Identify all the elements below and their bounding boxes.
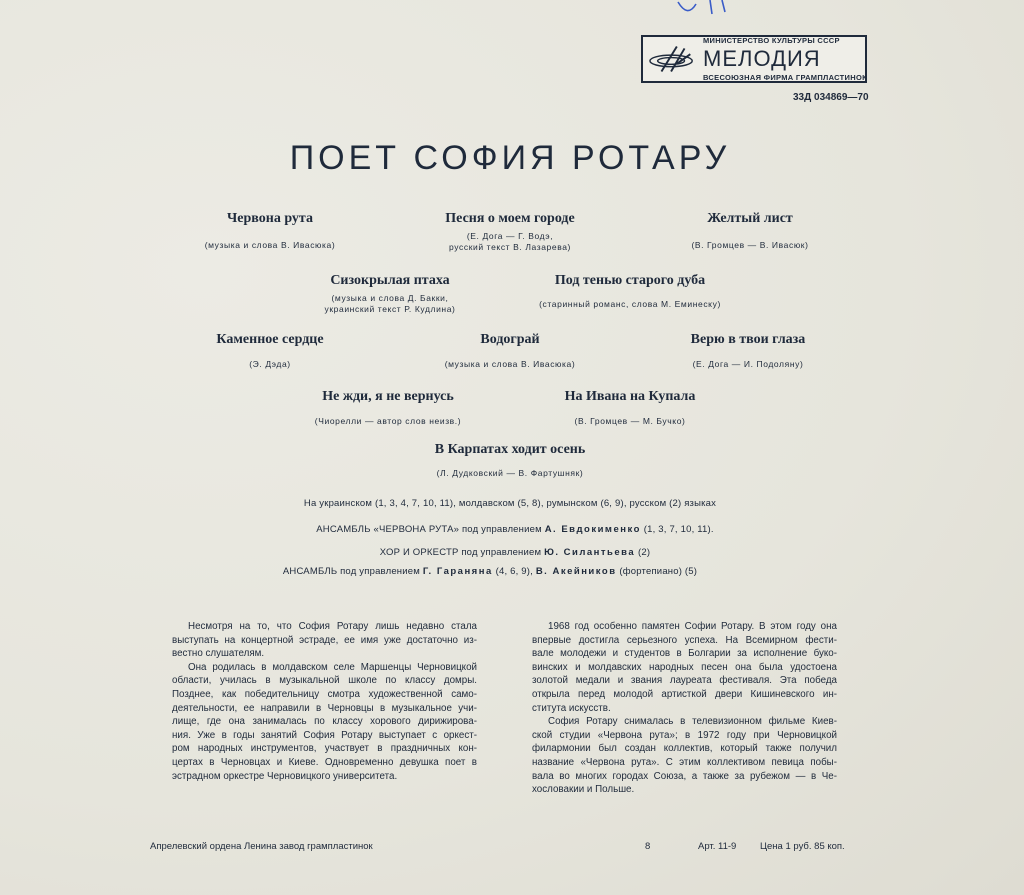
pianist-name: В. Акейников xyxy=(535,566,617,577)
text-line: области, училась в музыкальной школе по классу домры. xyxy=(172,675,477,687)
text-line: винских и молдавских народных песен она была удостоена xyxy=(532,661,837,673)
text-line: открыла перед молодой артисткой двери Кишиневского ин- xyxy=(532,688,837,700)
text-line: цертах в Черновцах и Киеве. Одновременно девушка поет в xyxy=(172,756,477,768)
song-title: Не жди, я не вернусь xyxy=(322,389,454,404)
logo-ministry-text: МИНИСТЕРСТВО КУЛЬТУРЫ СССР xyxy=(703,36,840,45)
song-title: Верю в твои глаза xyxy=(690,332,806,347)
text-line: 1968 год особенно памятен Софии Ротару. В этом году она xyxy=(548,621,837,632)
text-line: деятельности, ее направили в Черновцы в музыкальное учи- xyxy=(172,702,477,714)
logo-brand-text: МЕЛОДИЯ xyxy=(703,46,821,71)
ensemble-2-line xyxy=(283,566,697,578)
song-credit: (В. Громцев — В. Ивасюк) xyxy=(691,240,809,250)
song-title: В Карпатах ходит осень xyxy=(434,442,586,457)
choir-line xyxy=(380,547,650,559)
song-credit: (Э. Дэда) xyxy=(249,359,291,369)
footer-price: Цена 1 руб. 85 коп. xyxy=(760,841,845,852)
text-line: вале молодежи и студентов в Болгарии за исполнение буко- xyxy=(532,648,837,660)
text-line: золотой медали и звания лауреата фестиваля. Эта победа xyxy=(532,675,837,687)
song-credit: (Е. Дога — Г. Водэ, xyxy=(466,231,554,241)
song-title: Каменное сердце xyxy=(216,332,324,347)
track-numbers: (4, 6, 9), xyxy=(495,566,533,577)
text-line: Позднее, как победительницу смотра художественной само- xyxy=(172,688,477,700)
text-line: выступать на концертной эстраде, ее имя уже достаточно из- xyxy=(172,634,477,646)
song-credit: (В. Громцев — М. Бучко) xyxy=(574,416,686,426)
ensemble-label: АНСАМБЛЬ под управлением xyxy=(282,566,420,577)
text-line: впервые достигла серьезного успеха. На Всемирном фести- xyxy=(532,634,837,646)
song-credit: (старинный романс, слова М. Еминеску) xyxy=(539,299,721,309)
footer-article: Арт. 11-9 xyxy=(698,841,737,852)
footer-number: 8 xyxy=(645,841,651,852)
languages-line: На украинском (1, 3, 4, 7, 10, 11), молдавском (5, 8), румынском (6, 9), русском (2) языках xyxy=(303,498,717,509)
song-credit: (Чиорелли — автор слов неизв.) xyxy=(314,416,462,426)
melodiya-logo xyxy=(641,35,867,83)
text-line: ской студии «Червона рута»; в 1972 году при Черновицкой xyxy=(532,729,837,741)
text-line: эстрадном оркестре Черновицкого университета. xyxy=(172,770,398,782)
song-title: Песня о моем городе xyxy=(445,211,575,226)
logo-firm-text: ВСЕСОЮЗНАЯ ФИРМА ГРАМПЛАСТИНОК xyxy=(703,73,867,82)
conductor-name: А. Евдокименко xyxy=(544,524,641,535)
biography-right-column xyxy=(532,620,837,797)
conductor-name: Г. Гараняна xyxy=(422,566,493,577)
text-line: название «Червона рута». С этим коллективом певица побы- xyxy=(532,756,837,768)
catalog-number: 33Д 034869—70 xyxy=(793,92,869,103)
text-line: филармонии был создан коллектив, который также получил xyxy=(532,743,837,755)
song-credit: (Л. Дудковский — В. Фартушняк) xyxy=(436,468,584,478)
song-title: На Ивана на Купала xyxy=(564,389,696,404)
song-credit: (музыка и слова Д. Бакки, xyxy=(331,293,449,303)
song-credit: украинский текст Р. Кудлина) xyxy=(324,304,456,314)
song-credit: (музыка и слова В. Ивасюка) xyxy=(204,240,336,250)
track-numbers: (1, 3, 7, 10, 11). xyxy=(643,524,714,535)
text-line: Несмотря на то, что София Ротару лишь недавно стала xyxy=(188,621,477,632)
ensemble-line xyxy=(316,524,713,536)
track-numbers: (2) xyxy=(638,547,651,558)
ensemble-label: АНСАМБЛЬ «ЧЕРВОНА РУТА» под управлением xyxy=(316,524,542,535)
handwritten-mark xyxy=(670,0,740,18)
song-credit: (музыка и слова В. Ивасюка) xyxy=(444,359,576,369)
text-line: лище, где она занималась по классу хорового дирижирова- xyxy=(172,716,477,728)
song-credit: русский текст В. Лазарева) xyxy=(449,242,571,252)
text-line: София Ротару снималась в телевизионном фильме Киев- xyxy=(548,716,837,728)
conductor-name: Ю. Силантьева xyxy=(544,547,636,558)
text-line: вала во многих городах Союза, а также за рубежом — в Че- xyxy=(532,770,837,782)
track-numbers: (фортепиано) (5) xyxy=(619,566,698,577)
text-line: ния. Уже в годы занятий София Ротару выступает с оркест- xyxy=(172,729,477,741)
song-title: Водограй xyxy=(480,332,540,347)
choir-label: ХОР И ОРКЕСТР под управлением xyxy=(379,547,542,558)
song-title: Червона рута xyxy=(227,211,313,226)
text-line: хословакии и Польше. xyxy=(532,784,635,796)
song-title: Желтый лист xyxy=(707,211,793,226)
song-title: Под тенью старого дуба xyxy=(554,273,706,288)
album-title: ПОЕТ СОФИЯ РОТАРУ xyxy=(289,139,731,177)
text-line: Она родилась в молдавском селе Маршенцы Черновицкой xyxy=(188,661,477,673)
text-line: ститута искусств. xyxy=(532,702,611,714)
footer-plant: Апрелевский ордена Ленина завод грампластинок xyxy=(150,841,373,852)
text-line: ром народных инструментов, участвует в праздничных кон- xyxy=(172,743,477,755)
song-title: Сизокрылая птаха xyxy=(330,273,450,288)
melodiya-emblem-icon xyxy=(648,42,698,76)
text-line: вестно слушателям. xyxy=(172,648,265,660)
biography-left-column xyxy=(172,620,477,783)
song-credit: (Е. Дога — И. Подоляну) xyxy=(692,359,804,369)
